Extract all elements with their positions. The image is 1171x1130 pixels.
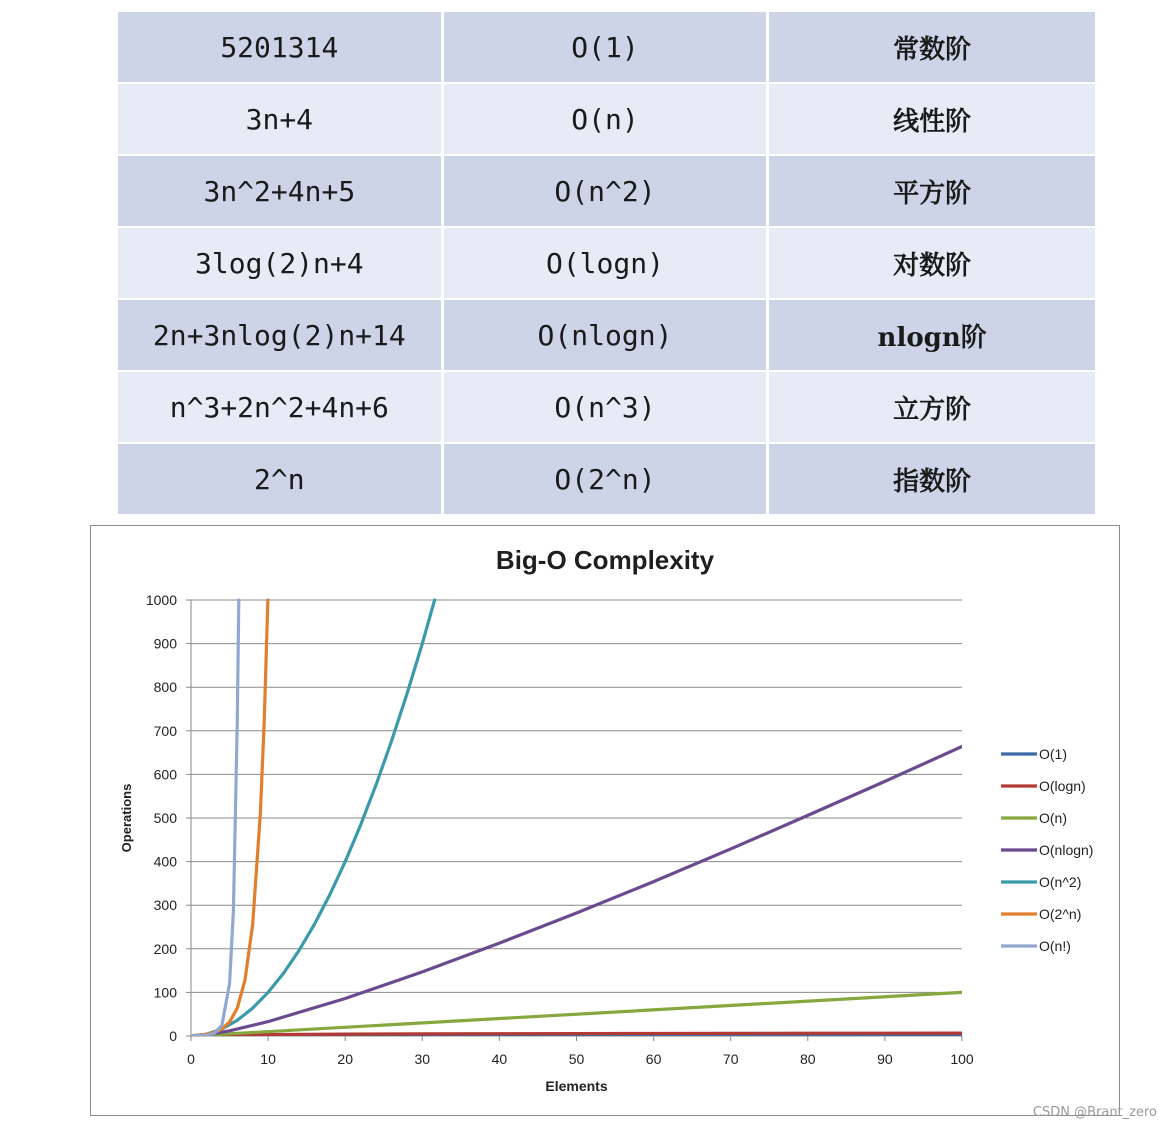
watermark: CSDN @Brant_zero xyxy=(1032,1105,1157,1120)
legend-label: O(1) xyxy=(1039,746,1067,762)
y-tick-label: 0 xyxy=(169,1028,177,1044)
table-body xyxy=(118,12,1095,516)
complexity-table xyxy=(118,12,1095,516)
x-tick-label: 0 xyxy=(187,1051,195,1067)
x-tick-label: 100 xyxy=(950,1051,974,1067)
x-tick-label: 90 xyxy=(877,1051,893,1067)
x-tick-label: 10 xyxy=(260,1051,276,1067)
expression-cell: 3log(2)n+4 xyxy=(118,228,444,300)
x-tick-label: 40 xyxy=(491,1051,508,1067)
big-o-chart xyxy=(91,526,1119,1115)
table-row xyxy=(118,12,1095,84)
chart-title: Big-O Complexity xyxy=(495,545,715,575)
big-o-cell: O(logn) xyxy=(444,228,770,300)
table-row xyxy=(118,156,1095,228)
chart-frame xyxy=(90,525,1120,1116)
big-o-cell: O(nlogn) xyxy=(444,300,770,372)
series-line-3 xyxy=(191,992,962,1036)
y-tick-label: 300 xyxy=(153,897,177,914)
expression-cell: 3n^2+4n+5 xyxy=(118,156,444,228)
expression-cell: 2n+3nlog(2)n+14 xyxy=(118,300,444,372)
big-o-cell: O(1) xyxy=(444,12,770,84)
x-tick-label: 60 xyxy=(645,1051,662,1067)
x-tick-label: 80 xyxy=(800,1051,816,1067)
legend-label: O(n!) xyxy=(1039,938,1071,954)
legend-label: O(logn) xyxy=(1039,778,1086,794)
table-row xyxy=(118,228,1095,300)
y-tick-label: 1000 xyxy=(145,592,177,608)
order-name-cell: 对数阶 xyxy=(769,228,1095,300)
legend-label: O(n^2) xyxy=(1039,874,1082,890)
x-axis-label: Elements xyxy=(545,1078,608,1094)
order-name-cell: 平方阶 xyxy=(769,156,1095,228)
legend-label: O(2^n) xyxy=(1039,906,1082,922)
table-row xyxy=(118,84,1095,156)
big-o-cell: O(n^3) xyxy=(444,372,770,444)
y-tick-label: 600 xyxy=(153,766,177,783)
big-o-cell: O(n^2) xyxy=(444,156,770,228)
x-tick-label: 50 xyxy=(568,1051,585,1067)
table-row xyxy=(118,372,1095,444)
y-tick-label: 900 xyxy=(153,635,177,652)
table-row xyxy=(118,444,1095,516)
x-tick-label: 30 xyxy=(414,1051,431,1067)
big-o-cell: O(2^n) xyxy=(444,444,770,516)
y-tick-label: 700 xyxy=(153,722,177,739)
order-name-cell: nlogn阶 xyxy=(769,300,1095,372)
y-tick-label: 100 xyxy=(153,984,177,1001)
x-tick-label: 70 xyxy=(722,1051,739,1067)
legend-label: O(n) xyxy=(1039,810,1067,826)
order-name-cell: 常数阶 xyxy=(769,12,1095,84)
table-row xyxy=(118,300,1095,372)
legend-label: O(nlogn) xyxy=(1039,842,1094,858)
y-tick-label: 400 xyxy=(153,853,177,870)
x-tick-label: 20 xyxy=(337,1051,353,1067)
order-name-cell: 指数阶 xyxy=(769,444,1095,516)
order-name-cell: 立方阶 xyxy=(769,372,1095,444)
y-tick-label: 200 xyxy=(153,940,177,957)
expression-cell: 5201314 xyxy=(118,12,444,84)
expression-cell: 2^n xyxy=(118,444,444,516)
y-tick-label: 800 xyxy=(153,679,177,696)
y-axis-label: Operations xyxy=(119,783,134,853)
big-o-cell: O(n) xyxy=(444,84,770,156)
expression-cell: 3n+4 xyxy=(118,84,444,156)
y-tick-label: 500 xyxy=(153,810,177,826)
order-name-cell: 线性阶 xyxy=(769,84,1095,156)
expression-cell: n^3+2n^2+4n+6 xyxy=(118,372,444,444)
